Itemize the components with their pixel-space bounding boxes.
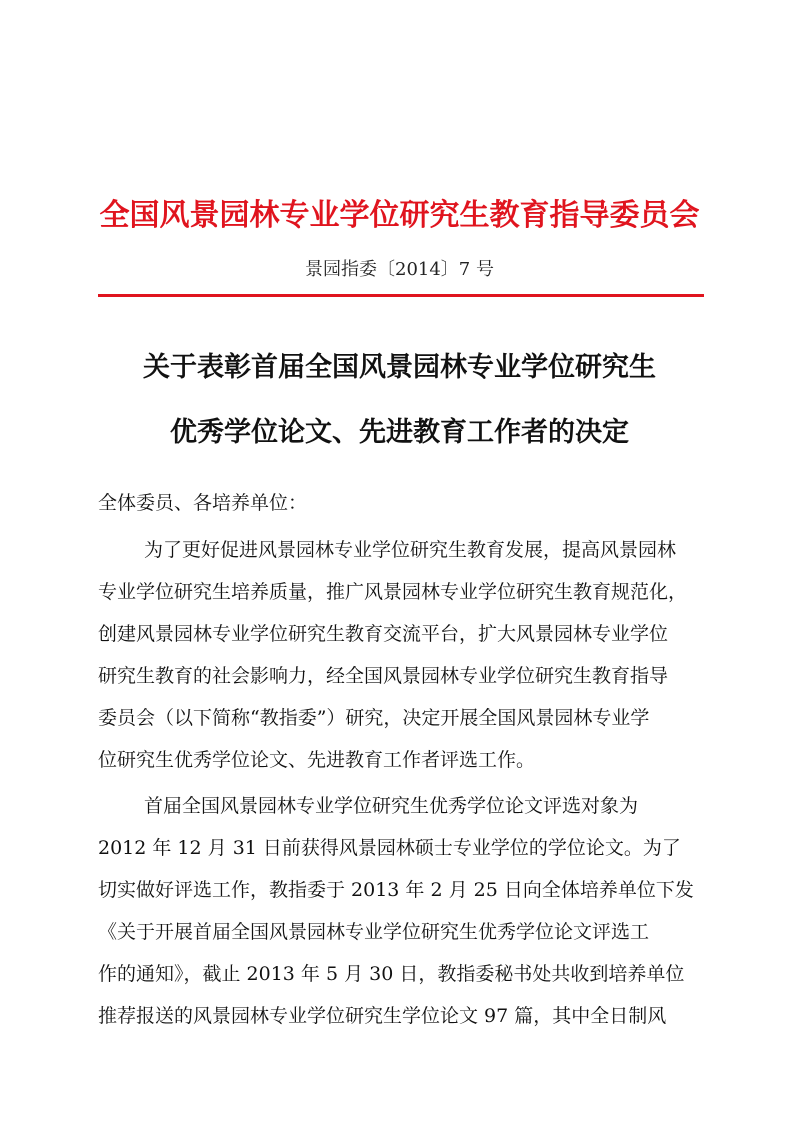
paragraph-1-line: 创建风景园林专业学位研究生教育交流平台，扩大风景园林专业学位: [98, 623, 669, 645]
document-title-line-2: 优秀学位论文、先进教育工作者的决定: [170, 417, 629, 448]
paragraph-2-line: 首届全国风景园林专业学位研究生优秀学位论文评选对象为: [144, 795, 639, 817]
paragraph-2-line: 作的通知》，截止 2013 年 5 月 30 日，教指委秘书处共收到培养单位: [98, 963, 685, 985]
paragraph-1-line: 为了更好促进风景园林专业学位研究生教育发展，提高风景园林: [144, 539, 677, 561]
paragraph-2-line: 切实做好评选工作，教指委于 2013 年 2 月 25 日向全体培养单位下发: [98, 879, 694, 901]
paragraph-1-line: 位研究生优秀学位论文、先进教育工作者评选工作。: [98, 749, 536, 771]
paragraph-2-line: 《关于开展首届全国风景园林专业学位研究生优秀学位论文评选工: [98, 921, 650, 943]
red-divider-line: [98, 294, 704, 297]
issuing-organization-title: 全国风景园林专业学位研究生教育指导委员会: [99, 198, 700, 233]
paragraph-2-line: 2012 年 12 月 31 日前获得风景园林硕士专业学位的学位论文。为了: [98, 837, 681, 859]
paragraph-1-line: 专业学位研究生培养质量，推广风景园林专业学位研究生教育规范化，: [98, 581, 688, 603]
document-number: 景园指委〔2014〕7 号: [305, 259, 494, 280]
paragraph-1-line: 委员会（以下简称“教指委”）研究，决定开展全国风景园林专业学: [98, 707, 650, 729]
salutation: 全体委员、各培养单位：: [98, 492, 308, 514]
document-title-line-1: 关于表彰首届全国风景园林专业学位研究生: [143, 352, 656, 383]
paragraph-1-line: 研究生教育的社会影响力，经全国风景园林专业学位研究生教育指导: [98, 665, 669, 687]
paragraph-2-line: 推荐报送的风景园林专业学位研究生学位论文 97 篇，其中全日制风: [98, 1005, 667, 1027]
